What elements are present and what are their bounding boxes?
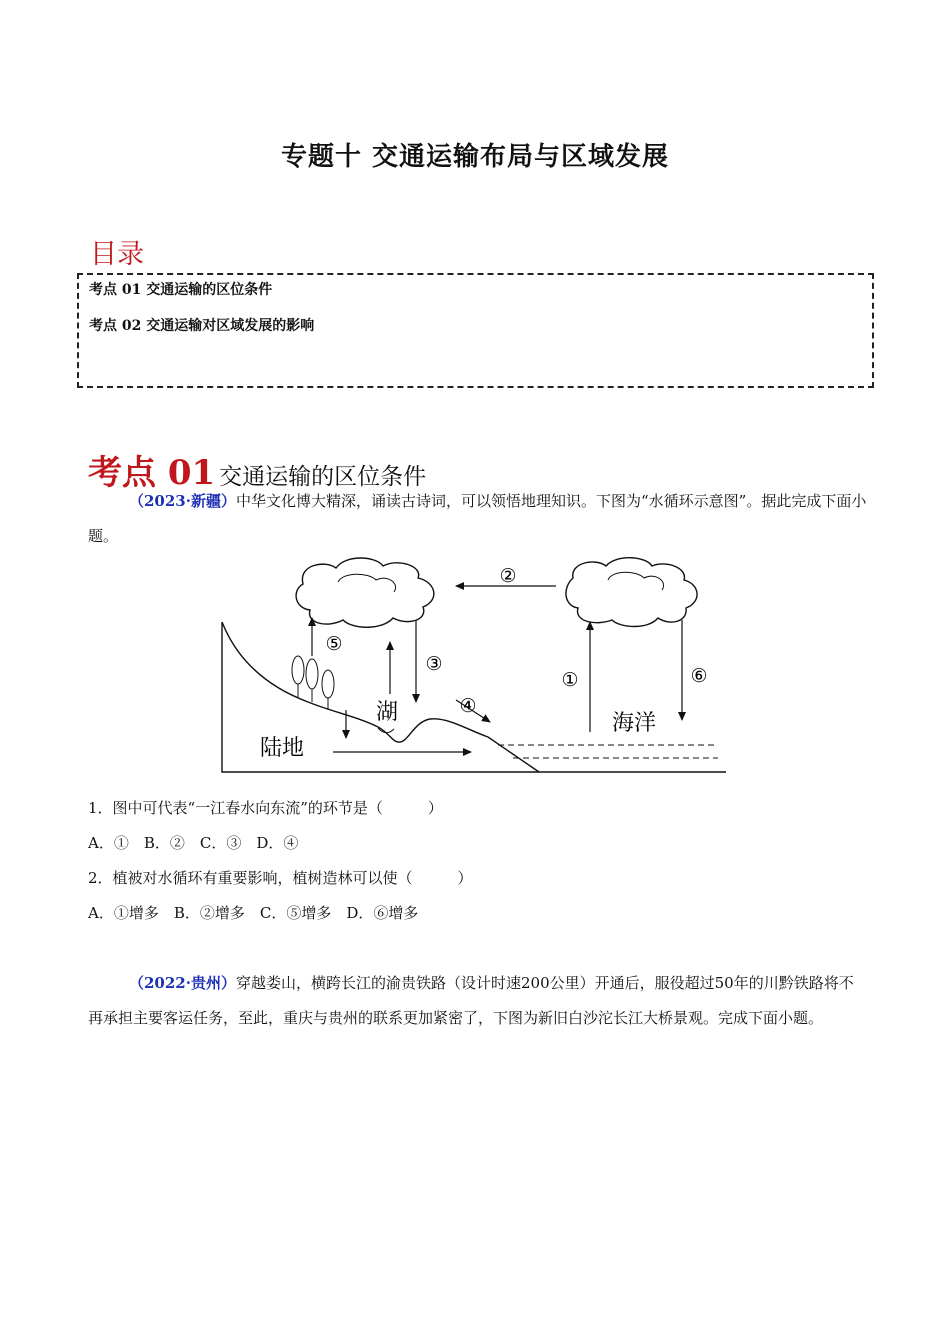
question-intro-2 [88, 966, 868, 1036]
question-source-1: （2023·新疆） [129, 492, 236, 510]
toc-item-2[interactable]: 考点 02 交通运输对区域发展的影响 [89, 318, 315, 334]
document-title: 专题十 交通运输布局与区域发展 [280, 142, 670, 172]
right-cloud-icon [566, 558, 697, 627]
question-2-stem: 2．植被对水循环有重要影响，植树造林可以使（ ） [88, 869, 473, 887]
label-ocean: 海洋 [612, 711, 657, 736]
toc-heading: 目录 [90, 239, 144, 270]
marker-4: ④ [459, 695, 477, 717]
question-intro-1 [88, 484, 868, 554]
tree-1-icon [292, 656, 304, 684]
question-1-options: A．① B．② C．③ D．④ [88, 834, 299, 852]
question-intro-text-1: 中华文化博大精深，诵读古诗词，可以领悟地理知识。下图为“水循环示意图”。据此完成下面小题。 [88, 492, 867, 545]
question-2-options: A．①增多 B．②增多 C．⑤增多 D．⑥增多 [88, 904, 419, 922]
tree-3-icon [322, 670, 334, 698]
marker-3: ③ [425, 653, 443, 675]
question-1-stem: 1．图中可代表“一江春水向东流”的环节是（ ） [88, 799, 443, 817]
label-lake: 湖 [376, 700, 399, 725]
question-intro-text-2: 穿越娄山，横跨长江的渝贵铁路（设计时速200公里）开通后，服役超过50年的川黔铁路将不再承担主要客运任务，至此，重庆与贵州的联系更加紧密了，下图为新旧白沙沱长江大桥景观。完成下面小题。 [88, 974, 854, 1027]
toc-box [77, 273, 874, 388]
section-name: 交通运输的区位条件 [219, 464, 427, 490]
toc-item-1[interactable]: 考点 01 交通运输的区位条件 [89, 282, 273, 298]
question-source-2: （2022·贵州） [129, 974, 236, 992]
marker-6: ⑥ [690, 665, 708, 687]
label-land: 陆地 [260, 736, 305, 761]
marker-2: ② [499, 565, 517, 587]
section-number: 考点 01 [88, 453, 216, 493]
marker-5: ⑤ [325, 633, 343, 655]
left-cloud-icon [296, 558, 434, 627]
tree-2-icon [306, 659, 318, 689]
marker-1: ① [561, 669, 579, 691]
water-cycle-diagram [218, 552, 730, 781]
